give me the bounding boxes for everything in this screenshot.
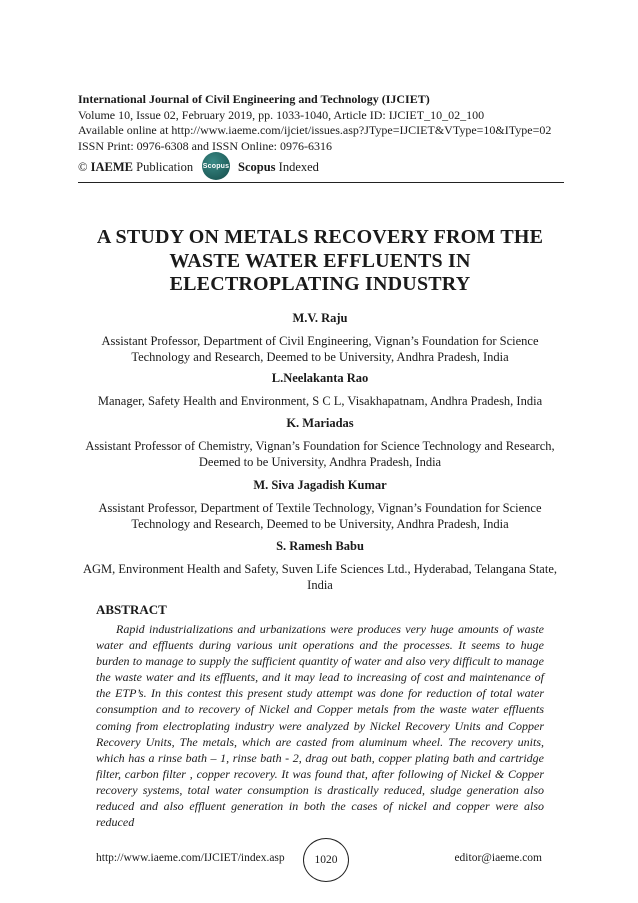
author-affiliation: Manager, Safety Health and Environment, S C L, Visakhapatnam, Andhra Pradesh, India [97,394,543,408]
scopus-logo-icon: Scopus [202,152,230,180]
author-block [80,370,560,409]
title-line-3: ELECTROPLATING INDUSTRY [169,273,471,295]
publication-label: Publication [136,160,194,174]
author-name: K. Mariadas [286,416,354,430]
copyright-symbol: © [78,160,88,174]
title-line-2: WASTE WATER EFFLUENTS IN [169,249,471,272]
issn-info: ISSN Print: 0976-6308 and ISSN Online: 0976-6316 [78,138,333,153]
header-divider [78,182,564,183]
author-affiliation: AGM, Environment Health and Safety, Suven Life Sciences Ltd., Hyderabad, Telangana State, India [83,562,557,592]
publisher-credit [78,160,193,175]
author-name: L.Neelakanta Rao [271,371,369,385]
author-affiliation: Assistant Professor, Department of Civil Engineering, Vignan’s Foundation for Science Technology and Research, Deemed to be University, Andhra Pradesh, India [101,334,539,364]
editor-email-link[interactable]: editor@iaeme.com [454,852,542,864]
author-block [80,538,560,593]
abstract-text: Rapid industrializations and urbanizations were produces very huge amounts of waste water and effluents during various unit operations and the processes. It seems to huge burden to manage to supply the sufficient quantity of water and also very difficult to manage the waste water and its effluents, and it may lead to increasing of cost and maintenance of the ETP’s. In this contest this present study attempt was done for reduction of total water consumption and to recovery of Nickel and Copper metals from the waste water effluents coming from electroplating industry were analyzed by Nickel Recovery Units and Copper Recovery Units, The metals, which are casted from aluminum wheel. The recovery units, which has a rinse bath – 1, rinse bath - 2, drag out bath, copper plating bath and cartridge filter, carbon filter , copper recovery. It was found that, after following of Nickel & Copper recovery systems, total water consumption is drastically reduced, sludge generation also reduced and also effluent generation in both the cases of nickel and copper were also reduced [96,622,544,830]
title-line-1: A STUDY ON METALS RECOVERY FROM THE [96,226,544,248]
page-footer [0,838,638,882]
journal-url-link[interactable]: http://www.iaeme.com/IJCIET/index.asp [96,852,285,864]
page-number: 1020 [303,838,349,882]
publisher-name: IAEME [90,160,133,174]
paper-title [70,226,570,297]
author-block [80,310,560,365]
abstract-heading: ABSTRACT [96,602,167,617]
scopus-indexed [238,160,319,175]
author-block [80,415,560,470]
volume-info: Volume 10, Issue 02, February 2019, pp. 1033-1040, Article ID: IJCIET_10_02_100 [78,107,485,122]
author-block [80,477,560,532]
scopus-label: Scopus [238,160,276,174]
journal-header [78,92,558,154]
author-affiliation: Assistant Professor of Chemistry, Vignan’s Foundation for Science Technology and Research, Deemed to be University, Andhra Pradesh, India [85,439,555,469]
publication-row [78,152,560,182]
journal-name: International Journal of Civil Engineering and Technology (IJCIET) [78,92,430,106]
online-availability: Available online at http://www.iaeme.com/ijciet/issues.asp?JType=IJCIET&VType=10&IType=02 [78,123,552,137]
author-affiliation: Assistant Professor, Department of Textile Technology, Vignan’s Foundation for Science Technology and Research, Deemed to be University, Andhra Pradesh, India [98,501,542,531]
author-name: M.V. Raju [292,311,348,325]
author-name: S. Ramesh Babu [276,539,364,553]
indexed-label: Indexed [278,160,319,174]
author-name: M. Siva Jagadish Kumar [253,478,387,492]
